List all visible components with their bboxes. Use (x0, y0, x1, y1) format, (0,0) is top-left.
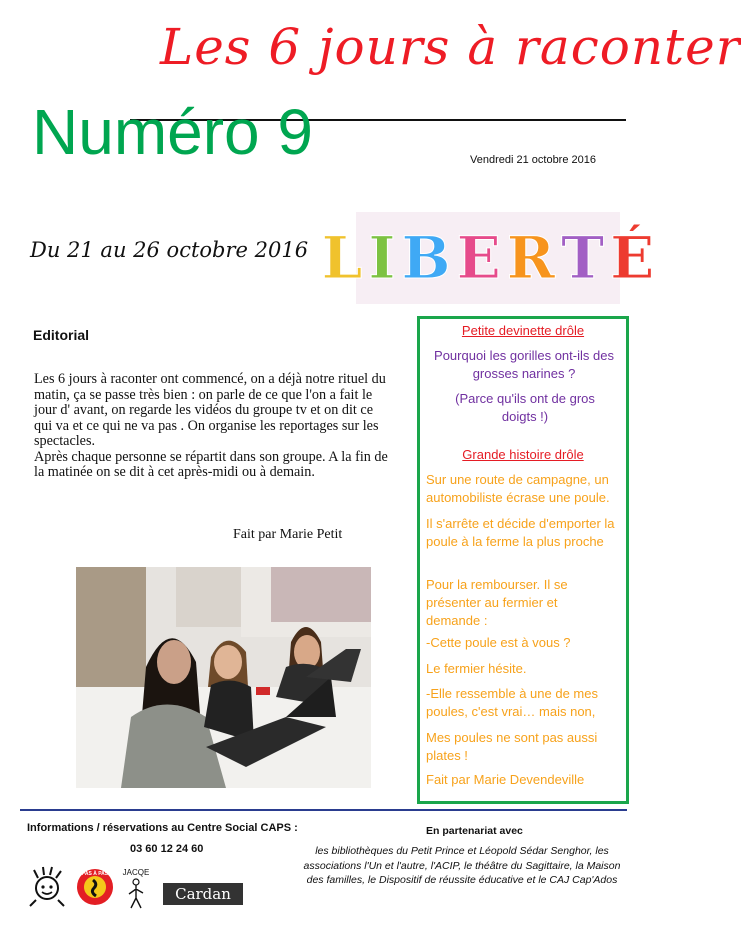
theme-letter: I (368, 224, 396, 292)
theme-word (321, 212, 655, 304)
editorial-paragraph: Après chaque personne se répartit dans son groupe. A la fin de la matinée on se dit à cet après-midi ou à demain. (34, 448, 388, 480)
story-author: Fait par Marie Devendeville (426, 772, 585, 787)
jacqe-logo (120, 866, 152, 910)
jacqe-logo-text: JACQE (122, 868, 150, 877)
riddle-heading: Petite devinette drôle (461, 323, 585, 338)
story-line: Pour la rembourser. Il se présenter au fermier et demande : (426, 577, 568, 628)
editorial-heading: Editorial (33, 327, 90, 343)
editorial-paragraph: Les 6 jours à raconter ont commencé, on a déjà notre rituel du matin, ça se passe très bien : on parle de ce que l'on a fait le jour d' avant, on regarde les vidéos du groupe tv et on dit ce qui va et ce qui ne va pas . On organise les reportages sur les spectacles. (34, 371, 386, 449)
theme-banner (321, 212, 655, 304)
story-line: -Elle ressemble à une de mes poules, c'est vrai… mais non, (426, 686, 598, 719)
editorial-body (34, 372, 392, 481)
humor-sidebar (417, 316, 629, 804)
story-line: Il s'arrête et décide d'emporter la poule à la ferme la plus proche (426, 516, 615, 549)
partners-list: les bibliothèques du Petit Prince et Léopold Sédar Senghor, les associations l'Un et l'autre, l'ACIP, le théâtre du Sagittaire, la Maison des familles, le Dispositif de réussite éducative et le CAJ Cap'Ados (303, 845, 621, 886)
cardan-logo: Cardan (163, 883, 243, 905)
pas-a-pas-logo-icon (76, 868, 114, 906)
theme-letter: L (321, 224, 363, 292)
pas-a-pas-logo (76, 868, 114, 906)
theme-letter: B (401, 224, 451, 292)
story-heading: Grande histoire drôle (462, 447, 584, 462)
riddle-question: Pourquoi les gorilles ont-ils des grosses narines ? (434, 348, 614, 381)
workshop-photo (76, 567, 371, 788)
photo-illustration (76, 567, 371, 788)
riddle-answer: (Parce qu'ils ont de gros doigts !) (455, 391, 595, 424)
theme-letter: R (506, 224, 555, 292)
jacqe-logo-icon (120, 866, 152, 910)
phone-number: 03 60 12 24 60 (130, 843, 204, 855)
theme-letter: É (610, 224, 655, 292)
pas-a-pas-logo-text: PAS À PAS (81, 871, 109, 877)
partner-label: En partenariat avec (426, 825, 523, 837)
story-line: Mes poules ne sont pas aussi plates ! (426, 730, 598, 763)
theme-letter: T (561, 224, 605, 292)
newsletter-title: Les 6 jours à raconter (160, 18, 741, 76)
editorial-author: Fait par Marie Petit (233, 527, 343, 542)
story-line: Le fermier hésite. (426, 661, 527, 676)
date-range: Du 21 au 26 octobre 2016 (30, 238, 309, 262)
story-line: Sur une route de campagne, un automobiliste écrase une poule. (426, 472, 610, 505)
issue-number: Numéro 9 (32, 96, 313, 168)
theme-letter: E (456, 224, 501, 292)
story-line: -Cette poule est à vous ? (426, 635, 571, 650)
footer-divider (20, 809, 627, 811)
caps-logo (26, 866, 68, 908)
info-label: Informations / réservations au Centre Social CAPS : (27, 822, 298, 834)
issue-date: Vendredi 21 octobre 2016 (470, 154, 596, 166)
caps-logo-icon (26, 866, 68, 908)
